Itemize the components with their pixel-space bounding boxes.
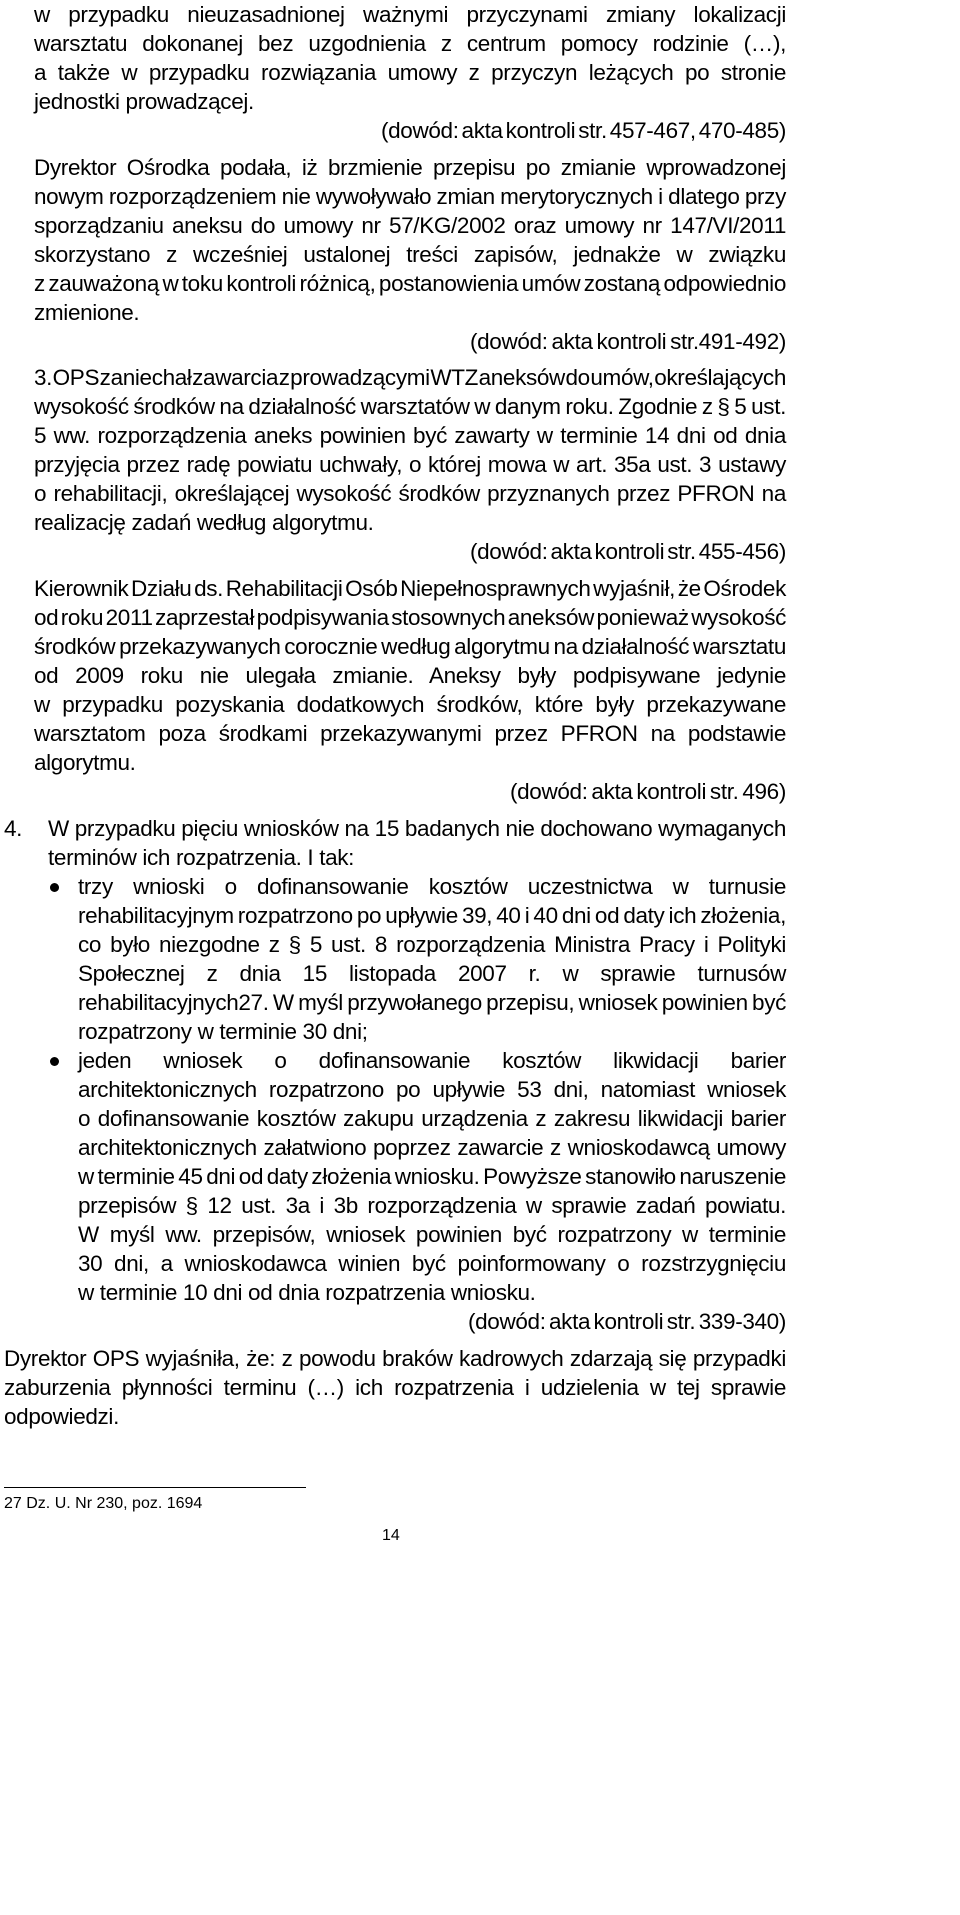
text-line: odpowiedzi. xyxy=(4,1404,119,1429)
text-line: Kierownik Działu ds. Rehabilitacji Osób Niepełnosprawnych wyjaśnił, że Ośrodek xyxy=(34,576,786,601)
text-line: trzy wnioski o dofinansowanie kosztów uczestnictwa w turnusie xyxy=(78,874,786,899)
text-line: algorytmu. xyxy=(34,750,136,775)
text-line: rehabilitacyjnym rozpatrzono po upływie 39, 40 i 40 dni od daty ich złożenia, xyxy=(78,903,786,928)
text-line: środków przekazywanych corocznie według algorytmu na działalność warsztatu xyxy=(34,634,786,659)
text-line: w przypadku pozyskania dodatkowych środków, które były przekazywane xyxy=(34,692,786,717)
text-line: zmienione. xyxy=(34,300,140,325)
text-line: (dowód: akta kontroli str. 339-340) xyxy=(468,1309,786,1334)
text-line: jeden wniosek o dofinansowanie kosztów likwidacji barier xyxy=(78,1048,786,1073)
text-line: rehabilitacyjnych27. W myśl przywołanego przepisu, wniosek powinien być xyxy=(78,990,786,1015)
text-line: w przypadku nieuzasadnionej ważnymi przyczynami zmiany lokalizacji xyxy=(34,2,786,27)
text-line: wysokość środków na działalność warsztatów w danym roku. Zgodnie z § 5 ust. xyxy=(34,394,786,419)
text-line: architektonicznych rozpatrzono po upływie 53 dni, natomiast wniosek xyxy=(78,1077,786,1102)
text-line: od roku 2011 zaprzestał podpisywania stosownych aneksów ponieważ wysokość xyxy=(34,605,786,630)
text-line: zaburzenia płynności terminu (…) ich rozpatrzenia i udzielenia w tej sprawie xyxy=(4,1375,786,1400)
text-line: z zauważoną w toku kontroli różnicą, postanowienia umów zostaną odpowiednio xyxy=(34,271,786,296)
text-line: sporządzaniu aneksu do umowy nr 57/KG/2002 oraz umowy nr 147/VI/2011 xyxy=(34,213,786,238)
text-line: a także w przypadku rozwiązania umowy z przyczyn leżących po stronie xyxy=(34,60,786,85)
text-line: przepisów § 12 ust. 3a i 3b rozporządzenia w sprawie zadań powiatu. xyxy=(78,1193,786,1218)
text-line: 5 ww. rozporządzenia aneks powinien być zawarty w terminie 14 dni od dnia xyxy=(34,423,786,448)
text-line: terminów ich rozpatrzenia. I tak: xyxy=(48,845,355,870)
text-line: rozpatrzony w terminie 30 dni; xyxy=(78,1019,368,1044)
text-line: 4. xyxy=(4,816,23,841)
text-line: od 2009 roku nie ulegała zmianie. Aneksy były podpisywane jedynie xyxy=(34,663,786,688)
text-line: Dyrektor OPS wyjaśniła, że: z powodu braków kadrowych zdarzają się przypadki xyxy=(4,1346,786,1371)
text-line: (dowód: akta kontroli str. 496) xyxy=(510,779,786,804)
text-line: architektonicznych załatwiono poprzez zawarcie z wnioskodawcą umowy xyxy=(78,1135,786,1160)
footnote: 27 Dz. U. Nr 230, poz. 1694 xyxy=(4,1495,203,1512)
text-line: w terminie 45 dni od daty złożenia wniosku. Powyższe stanowiło naruszenie xyxy=(78,1164,786,1189)
text-line: skorzystano z wcześniej ustalonej treści zapisów, jednakże w związku xyxy=(34,242,786,267)
text-line: o rehabilitacji, określającej wysokość środków przyznanych przez PFRON na xyxy=(34,481,786,506)
text-line: nowym rozporządzeniem nie wywoływało zmian merytorycznych i dlatego przy xyxy=(34,184,786,209)
text-line: warsztatom poza środkami przekazywanymi przez PFRON na podstawie xyxy=(34,721,786,746)
text-line: (dowód: akta kontroli str. 457-467, 470-485) xyxy=(381,118,786,143)
text-line: W przypadku pięciu wniosków na 15 badanych nie dochowano wymaganych xyxy=(48,816,786,841)
text-line: w terminie 10 dni od dnia rozpatrzenia wniosku. xyxy=(78,1280,536,1305)
text-line: jednostki prowadzącej. xyxy=(34,89,254,114)
text-line: W myśl ww. przepisów, wniosek powinien być rozpatrzony w terminie xyxy=(78,1222,786,1247)
text-line: przyjęcia przez radę powiatu uchwały, o której mowa w art. 35a ust. 3 ustawy xyxy=(34,452,786,477)
text-line: Społecznej z dnia 15 listopada 2007 r. w sprawie turnusów xyxy=(78,961,786,986)
text-line: (dowód: akta kontroli str. 455-456) xyxy=(470,539,786,564)
bullet-icon xyxy=(50,1057,59,1066)
text-line: 30 dni, a wnioskodawca winien być poinformowany o rozstrzygnięciu xyxy=(78,1251,786,1276)
text-line: realizację zadań według algorytmu. xyxy=(34,510,374,535)
text-line: (dowód: akta kontroli str.491-492) xyxy=(470,329,786,354)
text-line: co było niezgodne z § 5 ust. 8 rozporządzenia Ministra Pracy i Polityki xyxy=(78,932,786,957)
text-line: 3. OPS zaniechał zawarcia z prowadzącymi WTZ aneksów do umów, określających xyxy=(34,365,786,390)
text-line: Dyrektor Ośrodka podała, iż brzmienie przepisu po zmianie wprowadzonej xyxy=(34,155,786,180)
bullet-icon xyxy=(50,883,59,892)
text-line: warsztatu dokonanej bez uzgodnienia z centrum pomocy rodzinie (…), xyxy=(34,31,786,56)
page-number: 14 xyxy=(382,1527,400,1544)
text-line: o dofinansowanie kosztów zakupu urządzenia z zakresu likwidacji barier xyxy=(78,1106,786,1131)
footnote-separator xyxy=(4,1487,306,1488)
